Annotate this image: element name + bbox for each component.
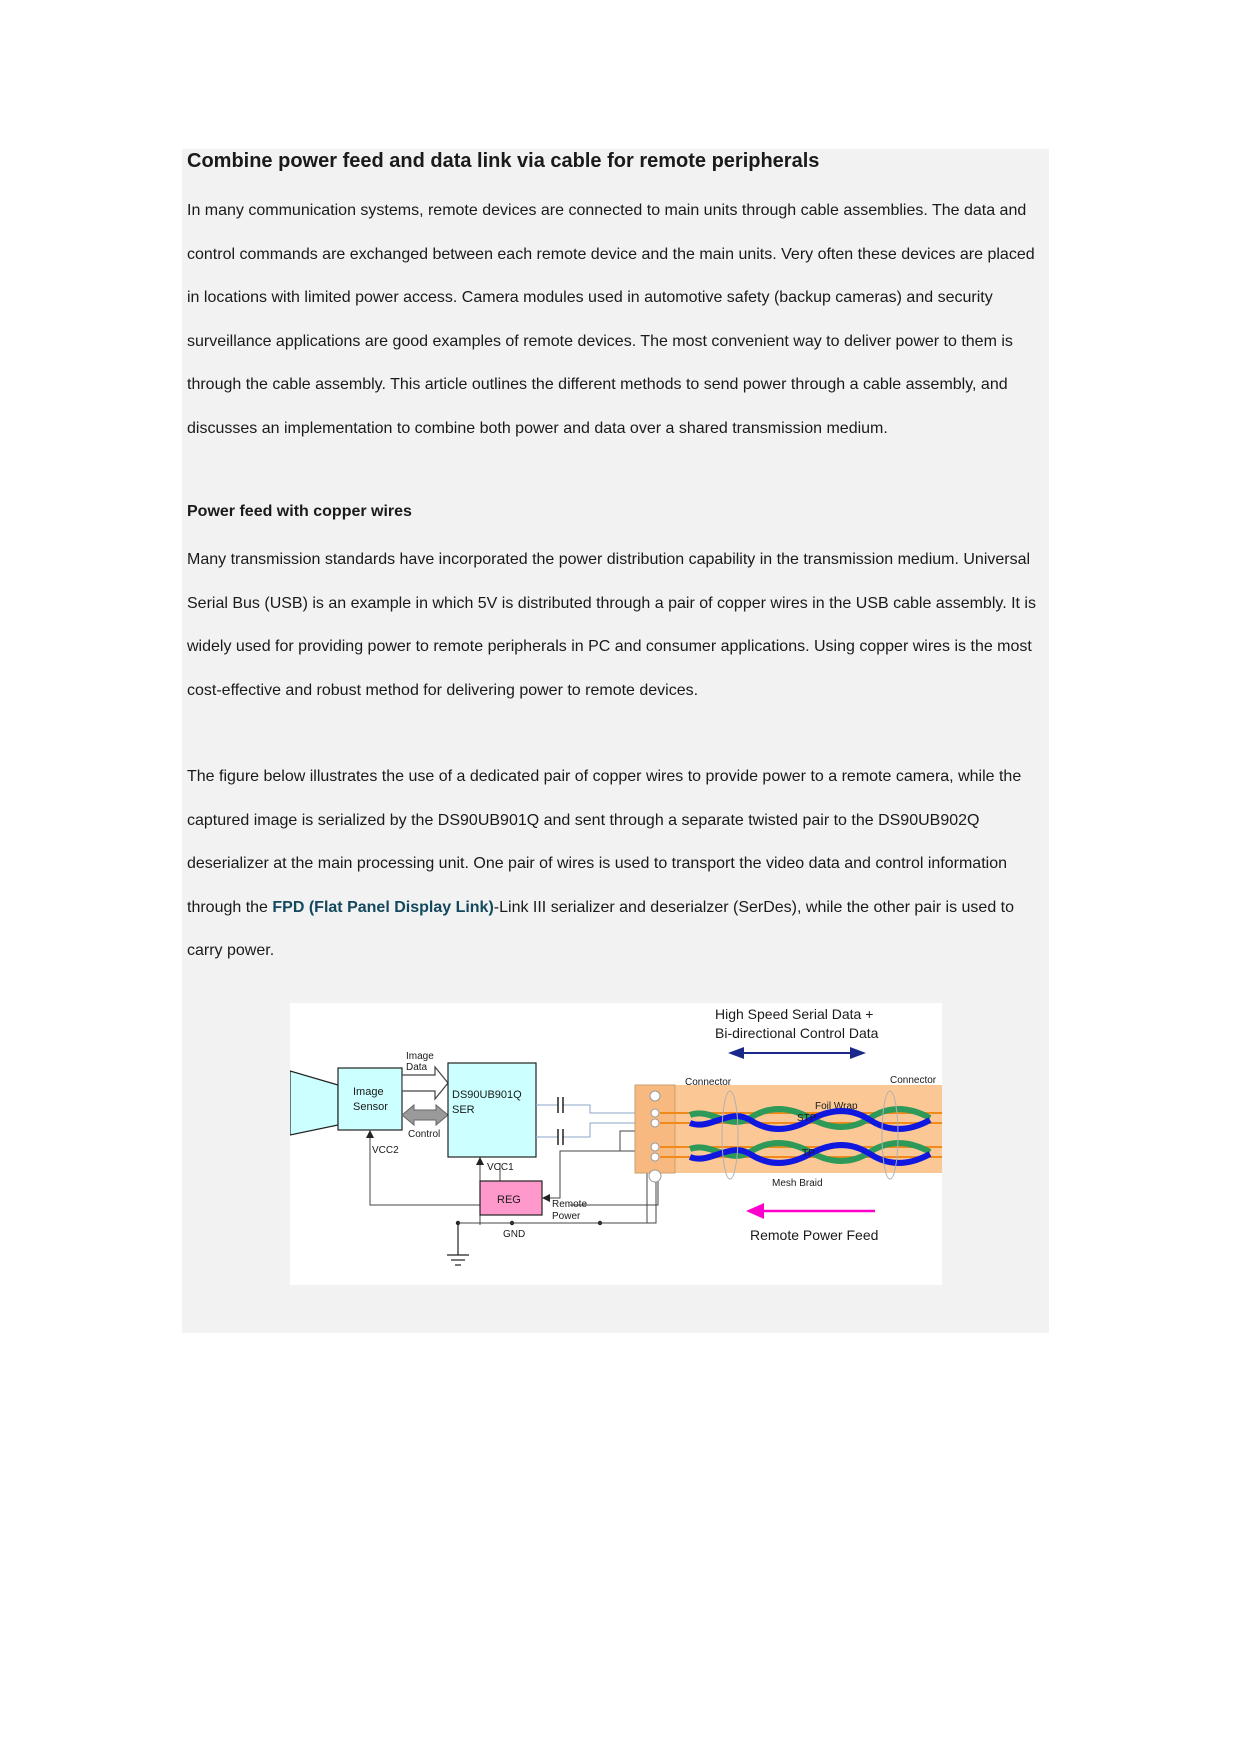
connector-right-label: Connector — [890, 1075, 937, 1086]
section-paragraph: Many transmission standards have incorporated the power distribution capability in the transmission medium. Universal Serial Bus (USB) is an example in which 5V is distributed through a pair of copper wires in the USB cable assembly. It is widely used for providing power to remote peripherals in PC and consumer applications. Using copper wires is the most cost-effective and robust method for delivering power to remote devices. — [187, 551, 1036, 699]
mesh-braid-label: Mesh Braid — [772, 1178, 823, 1189]
capacitor-icons — [558, 1097, 563, 1145]
paragraph-text-after: -Link III serializer and deserialzer (SerDes), while the other pair is used to carry power. — [187, 898, 1015, 960]
control-label: Control — [408, 1129, 441, 1140]
vcc1-label: VCC1 — [487, 1162, 514, 1173]
data-lines — [536, 1105, 645, 1137]
diagram-svg — [290, 1003, 942, 1285]
vcc2-arrow-icon — [366, 1130, 374, 1138]
camera-lens-icon — [290, 1071, 338, 1135]
reg-label: REG — [497, 1194, 521, 1206]
ser-label-line1: DS90UB901Q — [452, 1089, 522, 1101]
section-heading: Power feed with copper wires — [187, 503, 412, 520]
remote-power-feed-label: Remote Power Feed — [750, 1227, 879, 1243]
top-label-line1: High Speed Serial Data + — [715, 1006, 874, 1022]
figure-intro-paragraph — [187, 755, 1047, 973]
remote-power-feed-arrow-icon — [746, 1203, 875, 1219]
top-label-line2: Bi-directional Control Data — [715, 1025, 879, 1041]
remote-power-line2: Power — [552, 1211, 581, 1222]
tp-label: TP — [802, 1148, 815, 1159]
control-arrow-icon — [402, 1105, 448, 1125]
bidirectional-arrow-icon — [728, 1047, 866, 1059]
remote-power-line1: Remote — [552, 1199, 588, 1210]
ser-label-line2: SER — [452, 1104, 475, 1116]
sensor-label-line2: Sensor — [353, 1101, 388, 1113]
fpd-link[interactable]: FPD (Flat Panel Display Link) — [272, 898, 494, 916]
vcc2-label: VCC2 — [372, 1145, 399, 1156]
foil-wrap-label: Foil Wrap — [815, 1101, 858, 1112]
ground-icon — [447, 1223, 469, 1265]
reg-input-arrow-icon — [542, 1194, 550, 1202]
paragraph-text-before: The figure below illustrates the use of a dedicated pair of copper wires to provide power to a remote camera, while the captured image is serialized by the DS90UB901Q and sent through a separate twisted pair to the DS90UB902Q deserializer at the main processing unit. One pair of wires is used to transport the video data and control information through the — [187, 768, 1022, 916]
image-data-line1: Image — [406, 1051, 434, 1062]
image-sensor-block — [338, 1068, 402, 1130]
power-data-diagram — [290, 1003, 942, 1285]
vcc1-arrow-icon — [476, 1157, 484, 1165]
image-data-line2: Data — [406, 1062, 428, 1073]
intro-paragraph: In many communication systems, remote devices are connected to main units through cable assemblies. The data and control commands are exchanged between each remote device and the main units. Very often these devices are placed in locations with limited power access. Camera modules used in automotive safety (backup cameras) and security surveillance applications are good examples of remote devices. The most convenient way to deliver power to them is through the cable assembly. This article outlines the different methods to send power through a cable assembly, and discusses an implementation to combine both power and data over a shared transmission medium. — [187, 202, 1035, 437]
connector-left-label: Connector — [685, 1077, 732, 1088]
stp-label: STP — [797, 1113, 817, 1124]
sensor-label-line1: Image — [353, 1086, 384, 1098]
article-title: Combine power feed and data link via cable for remote peripherals — [187, 150, 820, 172]
gnd-label: GND — [503, 1229, 526, 1240]
